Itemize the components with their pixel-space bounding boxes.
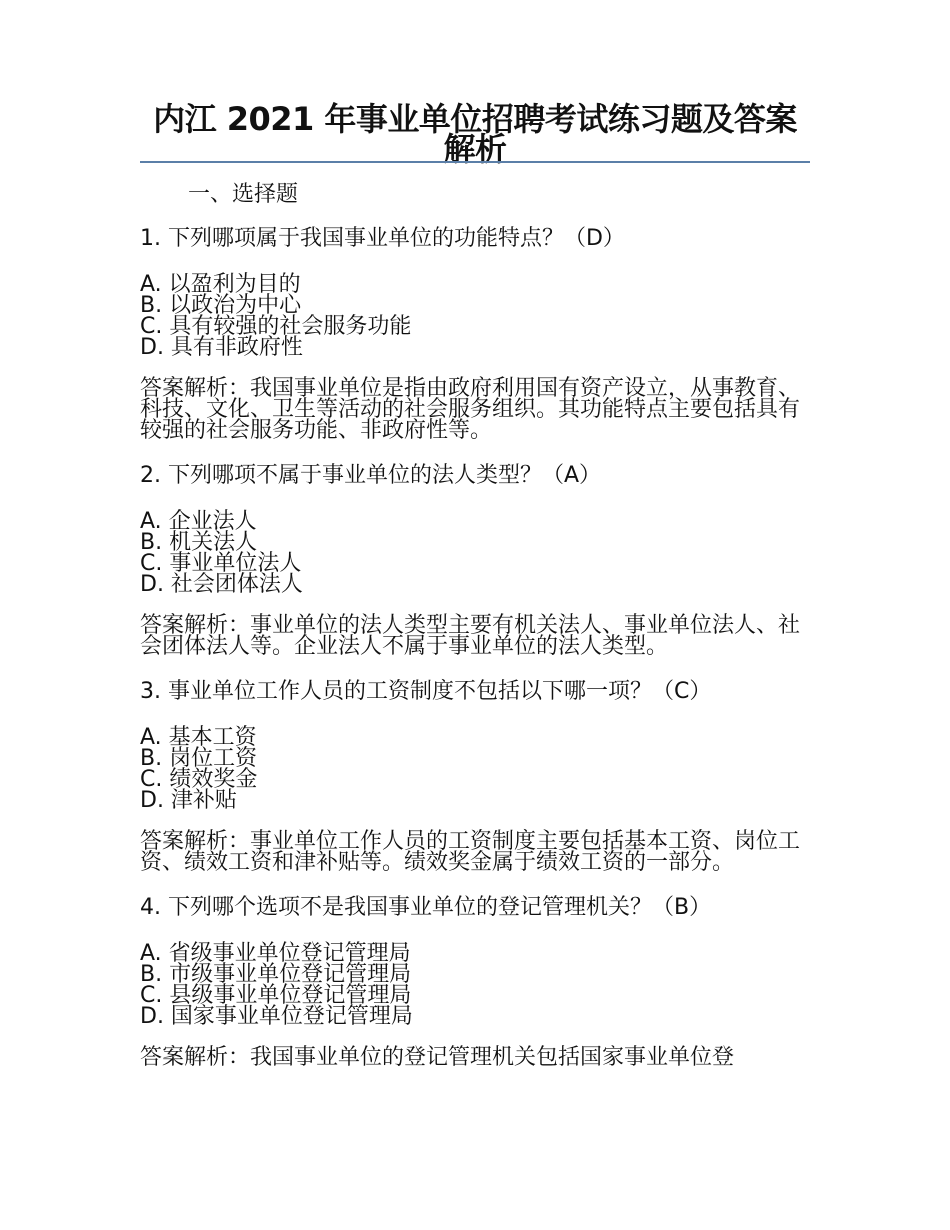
document-title: 内江 2021 年事业单位招聘考试练习题及答案解析 [153,100,797,168]
question-text: 3. 事业单位工作人员的工资制度不包括以下哪一项？（C） [140,679,712,704]
option-c: C. 事业单位法人 [140,551,302,576]
option-list [140,511,812,595]
option-d: D. 具有非政府性 [140,335,303,360]
option-c: C. 县级事业单位登记管理局 [140,983,412,1008]
section-heading: 一、选择题 [188,182,299,207]
question-block-4 [140,893,812,1068]
question-text: 4. 下列哪个选项不是我国事业单位的登记管理机关？（B） [140,895,712,920]
question-list [140,224,812,1088]
answer-analysis: 答案解析：我国事业单位的登记管理机关包括国家事业单位登 [140,1045,735,1070]
option-a: A. 企业法人 [140,509,257,534]
answer-analysis: 答案解析：事业单位工作人员的工资制度主要包括基本工资、岗位工资、绩效工资和津补贴等。绩效奖金属于绩效工资的一部分。 [140,829,801,875]
title-divider [140,161,810,163]
option-a: A. 以盈利为目的 [140,272,301,297]
option-d: D. 国家事业单位登记管理局 [140,1004,413,1029]
question-text: 1. 下列哪项属于我国事业单位的功能特点？（D） [140,226,625,251]
answer-analysis: 答案解析：事业单位的法人类型主要有机关法人、事业单位法人、社会团体法人等。企业法人不属于事业单位的法人类型。 [140,613,801,659]
option-b: B. 市级事业单位登记管理局 [140,962,412,987]
option-a: A. 省级事业单位登记管理局 [140,941,411,966]
option-a: A. 基本工资 [140,725,257,750]
answer-analysis: 答案解析：我国事业单位是指由政府利用国有资产设立，从事教育、科技、文化、卫生等活动的社会服务组织。其功能特点主要包括具有较强的社会服务功能、非政府性等。 [140,376,801,443]
question-text: 2. 下列哪项不属于事业单位的法人类型？（A） [140,463,602,488]
option-b: B. 机关法人 [140,530,258,555]
option-b: B. 岗位工资 [140,746,258,771]
option-c: C. 绩效奖金 [140,767,258,792]
option-d: D. 津补贴 [140,788,237,813]
question-block-2 [140,461,812,657]
option-b: B. 以政治为中心 [140,293,302,318]
option-c: C. 具有较强的社会服务功能 [140,314,412,339]
question-block-1 [140,224,812,441]
option-d: D. 社会团体法人 [140,572,303,597]
option-list [140,727,812,811]
option-list [140,274,812,358]
question-block-3 [140,677,812,873]
option-list [140,943,812,1027]
